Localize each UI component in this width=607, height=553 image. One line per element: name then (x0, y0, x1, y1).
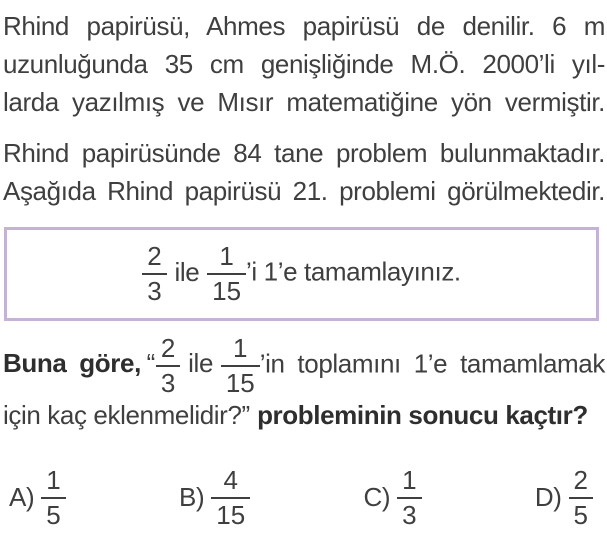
question-lead-bold: Buna göre, (3, 348, 141, 379)
fraction-numerator: 2 (160, 333, 176, 363)
fraction-numerator: 1 (46, 465, 61, 496)
fraction-bar (142, 273, 166, 275)
connector-word: ile (174, 256, 200, 287)
option-fraction (397, 467, 421, 528)
fraction-denominator: 15 (212, 276, 242, 306)
option-d[interactable] (535, 467, 593, 528)
fraction-denominator: 3 (147, 276, 162, 306)
question-text (3, 335, 605, 434)
option-a[interactable] (9, 467, 66, 528)
fraction-numerator: 4 (223, 465, 238, 496)
fraction-numerator: 1 (402, 465, 417, 496)
option-c[interactable] (363, 467, 421, 528)
fraction-denominator: 5 (46, 499, 61, 530)
fraction-denominator: 5 (573, 499, 588, 530)
intro-line-3: larda yazılmış ve Mısır matematiğine yön vermiştir. (3, 87, 605, 117)
fraction-denominator: 15 (216, 499, 246, 530)
option-fraction (41, 467, 65, 528)
problem-box (4, 227, 599, 321)
fraction-bar (569, 497, 593, 499)
fraction-bar (221, 365, 260, 367)
option-label: C) (363, 482, 391, 513)
option-fraction (211, 467, 250, 528)
open-quote: “ (146, 348, 155, 379)
fraction-denominator: 3 (402, 499, 417, 530)
fraction-one-fifteenth (207, 243, 246, 304)
intro-line-5: Aşağıda Rhind papirüsü 21. problemi görülmektedir. (3, 176, 605, 206)
fraction-bar (156, 365, 180, 367)
intro-line-4: Rhind papirüsünde 84 tane problem bulunmaktadır. (3, 138, 605, 168)
intro-line-2: uzunluğunda 35 cm genişliğinde M.Ö. 2000’li yıl- (3, 49, 605, 79)
fraction-bar (211, 497, 250, 499)
problem-statement-text: ’i 1’e tamamlayınız. (246, 256, 461, 287)
fraction-bar (207, 273, 246, 275)
option-label: B) (179, 482, 205, 513)
fraction-denominator: 15 (225, 367, 255, 398)
fraction-bar (397, 497, 421, 499)
intro-paragraph (3, 7, 605, 121)
fraction-numerator: 2 (147, 241, 162, 272)
options-row (3, 467, 605, 528)
option-label: D) (534, 482, 562, 513)
fraction-numerator: 1 (219, 241, 234, 272)
fraction-bar (41, 497, 65, 499)
fraction-numerator: 2 (573, 465, 588, 496)
question-mid-text: ’in toplamını 1’e tamamlamak için kaç eklenmelidir?” (3, 348, 605, 431)
fraction-two-thirds (156, 335, 180, 396)
option-fraction (569, 467, 593, 528)
fraction-numerator: 1 (233, 333, 248, 363)
fraction-denominator: 3 (160, 367, 176, 398)
connector-word: ile (188, 348, 214, 379)
fraction-two-thirds (142, 243, 166, 304)
option-b[interactable] (179, 467, 250, 528)
question-tail-bold: probleminin sonucu kaçtır? (257, 400, 588, 431)
problem-statement (142, 243, 461, 304)
option-label: A) (9, 482, 35, 513)
intro-line-1: Rhind papirüsü, Ahmes papirüsü de denilir. 6 m (3, 11, 605, 41)
fraction-one-fifteenth (221, 335, 260, 396)
